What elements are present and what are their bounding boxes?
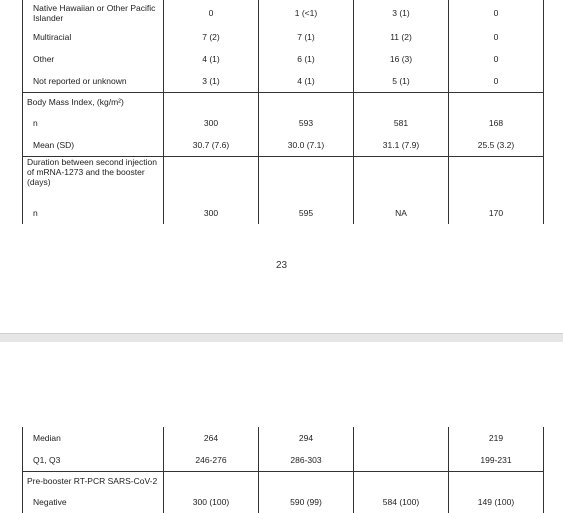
cell-value: 30.0 (7.1) — [259, 134, 354, 156]
table-row — [23, 48, 544, 70]
table-row — [23, 26, 544, 48]
table-row — [23, 70, 544, 92]
row-label: Pre-booster RT-PCR SARS-CoV-2 — [23, 471, 164, 491]
cell-value: NA — [354, 202, 449, 224]
cell-value: 30.7 (7.6) — [164, 134, 259, 156]
table-row — [23, 471, 544, 491]
cell-value — [164, 92, 259, 112]
cell-value: 294 — [259, 427, 354, 449]
cell-value — [354, 427, 449, 449]
cell-value: 300 — [164, 112, 259, 134]
cell-value — [259, 156, 354, 202]
row-label: Other — [23, 48, 164, 70]
row-label: Duration between second injection of mRNA-1273 and the booster (days) — [23, 156, 164, 202]
cell-value — [354, 156, 449, 202]
row-label: n — [23, 202, 164, 224]
cell-value: 170 — [449, 202, 544, 224]
cell-value: 0 — [449, 70, 544, 92]
cell-value: 31.1 (7.9) — [354, 134, 449, 156]
cell-value: 581 — [354, 112, 449, 134]
cell-value: 0 — [164, 0, 259, 26]
cell-value: 300 — [164, 202, 259, 224]
table-row — [23, 202, 544, 224]
row-label: Negative — [23, 491, 164, 513]
demographics-table-bottom — [22, 427, 544, 513]
cell-value: 593 — [259, 112, 354, 134]
cell-value — [449, 156, 544, 202]
row-label: Mean (SD) — [23, 134, 164, 156]
cell-value: 199-231 — [449, 449, 544, 471]
row-label: Native Hawaiian or Other Pacific Islander — [23, 0, 164, 26]
cell-value: 590 (99) — [259, 491, 354, 513]
cell-value: 219 — [449, 427, 544, 449]
cell-value: 7 (1) — [259, 26, 354, 48]
row-label: Not reported or unknown — [23, 70, 164, 92]
cell-value: 149 (100) — [449, 491, 544, 513]
cell-value — [354, 471, 449, 491]
row-label: n — [23, 112, 164, 134]
cell-value: 5 (1) — [354, 70, 449, 92]
table-row — [23, 92, 544, 112]
cell-value: 0 — [449, 26, 544, 48]
cell-value: 16 (3) — [354, 48, 449, 70]
cell-value: 4 (1) — [164, 48, 259, 70]
cell-value — [354, 92, 449, 112]
cell-value — [164, 156, 259, 202]
document-page-bottom — [0, 342, 563, 507]
cell-value: 246-276 — [164, 449, 259, 471]
cell-value: 11 (2) — [354, 26, 449, 48]
table-row — [23, 0, 544, 26]
cell-value — [259, 471, 354, 491]
table-row — [23, 449, 544, 471]
row-label: Median — [23, 427, 164, 449]
table-row — [23, 134, 544, 156]
cell-value: 595 — [259, 202, 354, 224]
cell-value: 584 (100) — [354, 491, 449, 513]
cell-value: 25.5 (3.2) — [449, 134, 544, 156]
page-number: 23 — [275, 260, 288, 271]
row-label: Multiracial — [23, 26, 164, 48]
cell-value — [354, 449, 449, 471]
cell-value: 7 (2) — [164, 26, 259, 48]
cell-value: 3 (1) — [354, 0, 449, 26]
table-row — [23, 491, 544, 513]
cell-value: 168 — [449, 112, 544, 134]
cell-value: 3 (1) — [164, 70, 259, 92]
row-label: Body Mass Index, (kg/m²) — [23, 92, 164, 112]
cell-value — [164, 471, 259, 491]
cell-value: 300 (100) — [164, 491, 259, 513]
table-row — [23, 112, 544, 134]
table-row — [23, 156, 544, 202]
cell-value: 0 — [449, 48, 544, 70]
table-row — [23, 427, 544, 449]
row-label: Q1, Q3 — [23, 449, 164, 471]
cell-value — [259, 92, 354, 112]
cell-value: 1 (<1) — [259, 0, 354, 26]
demographics-table-top — [22, 0, 544, 224]
cell-value: 264 — [164, 427, 259, 449]
cell-value — [449, 92, 544, 112]
cell-value: 6 (1) — [259, 48, 354, 70]
cell-value: 0 — [449, 0, 544, 26]
cell-value: 4 (1) — [259, 70, 354, 92]
cell-value — [449, 471, 544, 491]
cell-value: 286-303 — [259, 449, 354, 471]
